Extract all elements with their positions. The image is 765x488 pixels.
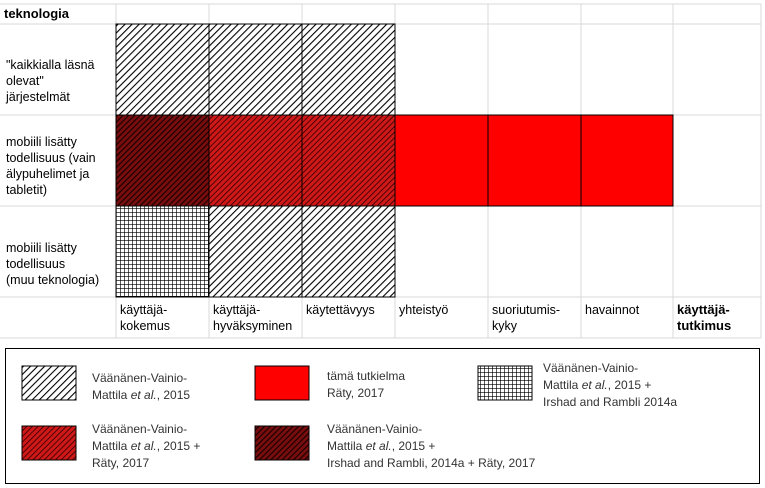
row-label-mar-other: mobiili lisätty todellisuus (muu teknologia) [6,241,100,287]
row-label-mar-smartphones: mobiili lisätty todellisuus (vain älypuhelimet ja tabletit) [6,135,96,197]
legend-text-hatch-dark-red: Väänänen-Vainio- Mattila et al., 2015 + Irshad and Rambli, 2014a + Räty, 2017 [327,422,536,470]
row-label-ubiquitous: "kaikkialla läsnä olevat" järjestelmät [6,58,95,104]
legend-swatch-hatch-black [22,366,76,400]
legend-swatch-hatch-red [22,426,76,460]
col-label-performance: suoriutumis- kyky [492,303,561,333]
legend-swatch-hatch-dark-red [255,426,309,460]
col-label-usability: käytettävyys [306,303,375,317]
legend-swatch-red [255,366,309,400]
axis-label-user-research: käyttäjä- tutkimus [677,302,732,333]
col-label-user-acceptance: käyttäjä- hyväksyminen [213,303,293,333]
col-label-observations: havainnot [585,303,640,317]
legend-text-red: tämä tutkielma Räty, 2017 [327,369,406,400]
legend-swatch-grid-black [478,366,532,400]
legend-text-grid-black: Väänänen-Vainio- Mattila et al., 2015 + Irshad and Rambli 2014a [543,361,678,409]
corner-label: teknologia [4,6,70,21]
legend-text-hatch-black: Väänänen-Vainio- Mattila et al., 2015 [92,371,191,402]
legend-text-hatch-red: Väänänen-Vainio- Mattila et al., 2015 + Räty, 2017 [92,422,201,470]
col-label-collaboration: yhteistyö [399,303,449,317]
col-label-user-experience: käyttäjä- kokemus [120,303,171,333]
